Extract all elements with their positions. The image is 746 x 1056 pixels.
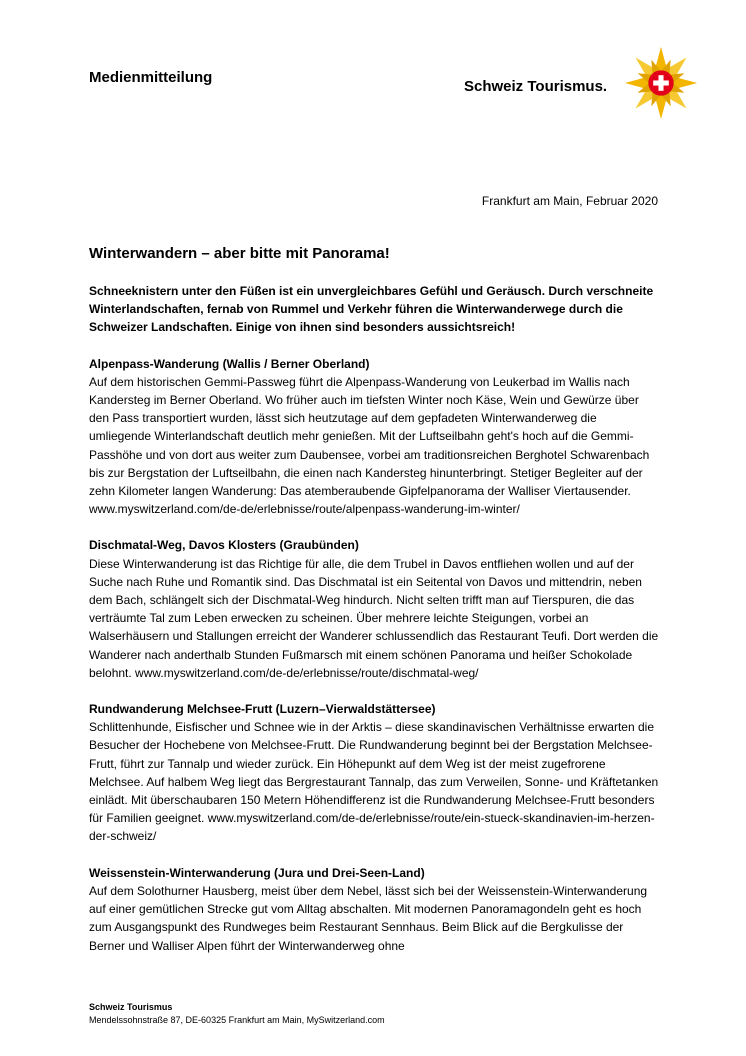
dateline: Frankfurt am Main, Februar 2020	[481, 194, 658, 208]
brand-name: Schweiz Tourismus.	[464, 78, 608, 95]
section-melchsee-frutt	[89, 700, 659, 846]
section-weissenstein	[89, 864, 659, 955]
page-title: Winterwandern – aber bitte mit Panorama!	[89, 245, 390, 262]
section-body: Auf dem historischen Gemmi-Passweg führt die Alpenpass-Wanderung von Leukerbad im Wallis nach Kandersteg im Berner Oberland. Wo früher auch im tiefsten Winter noch Käse, Wein und Gewürze über den Pass transportiert wurden, lässt sich heutzutage auf dem gepfadeten Winterwanderweg die umliegende Winterlandschaft deutlich mehr genießen. Mit der Luftseilbahn geht's hoch auf die Gemmi-Passhöhe und von dort aus weiter zum Daubensee, vorbei am traditionsreichen Berghotel Schwarenbach bis zur Bergstation der Luftseilbahn, die einen nach Kandersteg hinunterbringt. Stetiger Begleiter auf der zehn Kilometer langen Wanderung: Das atemberaubende Gipfelpanorama der Walliser Viertausender. www.myswitzerland.com/de-de/erlebnisse/route/alpenpass-wanderung-im-winter/	[89, 374, 650, 517]
footer	[89, 1001, 385, 1027]
section-body: Schlittenhunde, Eisfischer und Schnee wie in der Arktis – diese skandinavischen Verhältnisse erwarten die Besucher der Hochebene von Melchsee-Frutt. Die Rundwanderung beginnt bei der Bergstation Melchsee-Frutt, führt zur Tannalp und wieder zurück. Ein Höhepunkt auf dem Weg ist der meist zugefrorene Melchsee. Auf halbem Weg liegt das Bergrestaurant Tannalp, das zum Verweilen, Sonne- und Kräftetanken einlädt. Mit überschaubaren 150 Metern Höhendifferenz ist die Rundwanderung Melchsee-Frutt besonders für Familien geeignet. www.myswitzerland.com/de-de/erlebnisse/route/ein-stueck-skandinavien-im-herzen-der-schweiz/	[89, 720, 659, 844]
section-heading: Rundwanderung Melchsee-Frutt (Luzern–Vierwaldstättersee)	[89, 702, 436, 717]
swiss-cross-star-logo-icon	[621, 44, 701, 122]
section-alpenpass	[89, 355, 659, 519]
footer-address: Mendelssohnstraße 87, DE-60325 Frankfurt am Main, MySwitzerland.com	[89, 1015, 385, 1025]
section-heading: Alpenpass-Wanderung (Wallis / Berner Oberland)	[89, 356, 370, 371]
section-heading: Dischmatal-Weg, Davos Klosters (Graubünden)	[89, 538, 359, 553]
section-body: Auf dem Solothurner Hausberg, meist über dem Nebel, lässt sich bei der Weissenstein-Winterwanderung auf einer gemütlichen Strecke gut vom Alltag abschalten. Mit modernen Panoramagondeln geht es hoch zum Ausgangspunkt des Rundweges beim Restaurant Sennhaus. Beim Blick auf die Bergkulisse der Berner und Walliser Alpen führt der Winterwanderweg ohne	[89, 883, 648, 953]
section-dischmatal	[89, 536, 659, 682]
footer-organization: Schweiz Tourismus	[89, 1002, 173, 1012]
document-type: Medienmitteilung	[89, 69, 213, 86]
article-body	[89, 282, 659, 973]
section-body: Diese Winterwanderung ist das Richtige für alle, die dem Trubel in Davos entfliehen wollen und auf der Suche nach Ruhe und Romantik sind. Das Dischmatal ist ein Seitental von Davos und mittendrin, neben dem Bach, schlängelt sich der Dischmatal-Weg hindurch. Nicht selten trifft man auf Tierspuren, die das verträumte Tal zum Leben erwecken zu scheinen. Über mehrere leichte Steigungen, vorbei an Walserhäusern und Stallungen erreicht der Wanderer schlussendlich das Restaurant Teufi. Dort werden die Wanderer nach anderthalb Stunden Fußmarsch mit einem schönen Panorama und heißer Schokolade belohnt. www.myswitzerland.com/de-de/erlebnisse/route/dischmatal-weg/	[89, 556, 659, 680]
lead-paragraph: Schneeknistern unter den Füßen ist ein unvergleichbares Gefühl und Geräusch. Durch verschneite Winterlandschaften, fernab von Rummel und Verkehr führen die Winterwanderwege durch die Schweizer Landschaften. Einige von ihnen sind besonders aussichtsreich!	[89, 284, 654, 335]
section-heading: Weissenstein-Winterwanderung (Jura und Drei-Seen-Land)	[89, 865, 425, 880]
